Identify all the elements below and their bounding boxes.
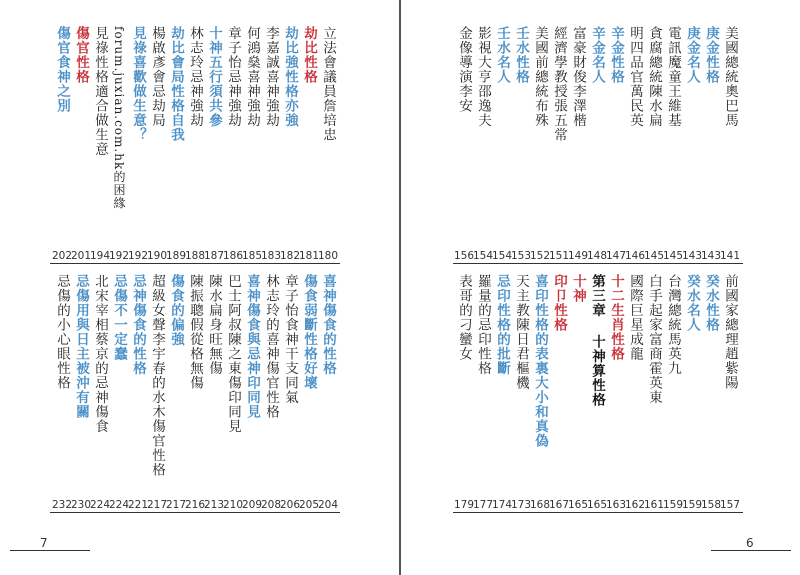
toc-bottom-page-ref: 230 <box>71 499 92 511</box>
toc-bottom-page-ref: 167 <box>549 499 570 511</box>
toc-bottom-entry: 十神 <box>570 274 586 303</box>
toc-bottom-entry: 癸水名人 <box>684 274 700 332</box>
toc-top-entry: 傷官食神之別 <box>54 26 70 113</box>
toc-top-page-ref: 149 <box>568 250 589 262</box>
toc-bottom-entry: 忌神傷食的性格 <box>130 274 146 376</box>
toc-top-entry: 美國前總統布殊 <box>532 26 548 128</box>
toc-top-page-ref: 147 <box>606 250 627 262</box>
toc-top-entry: 李嘉誠喜神強劫 <box>263 26 279 128</box>
toc-top-entry: 劫比性格 <box>301 26 317 84</box>
toc-bottom-entry: 第三章 十神算性格 <box>589 274 605 407</box>
toc-top-page-ref: 143 <box>701 250 722 262</box>
toc-bottom-page-ref: 221 <box>128 499 149 511</box>
toc-top-page-ref: 146 <box>625 250 646 262</box>
toc-bottom-page-ref: 165 <box>568 499 589 511</box>
toc-top-entry: 劫比會局性格自我 <box>168 26 184 142</box>
toc-bottom-page-ref: 224 <box>90 499 111 511</box>
right-page-number: 6 <box>746 536 754 550</box>
toc-top-entry: 立法會議員詹培忠 <box>320 26 336 142</box>
toc-bottom-page-ref: 232 <box>52 499 73 511</box>
toc-bottom-rule <box>50 512 340 513</box>
toc-bottom-entry: 陳水扁身旺無傷 <box>206 274 222 376</box>
toc-top-entry: 見祿性格適合做生意 <box>92 26 108 157</box>
toc-bottom-page-ref: 204 <box>318 499 339 511</box>
toc-top-entry: 經濟學教授張五常 <box>551 26 567 142</box>
toc-bottom-page-ref: 165 <box>587 499 608 511</box>
toc-top-page-ref: 180 <box>318 250 339 262</box>
toc-top-page-ref: 189 <box>166 250 187 262</box>
toc-bottom-page-ref: 224 <box>109 499 130 511</box>
toc-bottom-rule <box>453 512 743 513</box>
toc-bottom-page-ref: 174 <box>492 499 513 511</box>
left-page <box>0 0 399 575</box>
toc-top-entry: 壬水名人 <box>494 26 510 84</box>
toc-top-entry: forum.juxian.com.hk的困緣 <box>112 26 126 210</box>
toc-bottom-entry: 北宋宰相蔡京的忌神傷食 <box>92 274 108 434</box>
toc-top-page-ref: 145 <box>644 250 665 262</box>
toc-bottom-entry: 章子怡食神干支同氣 <box>282 274 298 405</box>
toc-bottom-page-ref: 208 <box>261 499 282 511</box>
toc-top-page-ref: 143 <box>682 250 703 262</box>
toc-bottom-entry: 印卩性格 <box>551 274 567 332</box>
toc-top-entry: 見祿喜歡做生意？ <box>130 26 146 142</box>
toc-bottom-page-ref: 209 <box>242 499 263 511</box>
toc-bottom-page-ref: 157 <box>720 499 741 511</box>
toc-bottom-entry: 林志玲的喜神傷官性格 <box>263 274 279 419</box>
toc-top-entry: 庚金性格 <box>703 26 719 84</box>
toc-top-entry: 楊啟彥會忌劫局 <box>149 26 165 128</box>
toc-top-page-ref: 181 <box>299 250 320 262</box>
toc-bottom-page-ref: 179 <box>454 499 475 511</box>
toc-bottom-page-ref: 177 <box>473 499 494 511</box>
toc-top-page-ref: 145 <box>663 250 684 262</box>
toc-bottom-entry: 忌傷不一定蠢 <box>111 274 127 361</box>
toc-bottom-page-ref: 159 <box>682 499 703 511</box>
toc-bottom-page-ref: 158 <box>701 499 722 511</box>
toc-top-entry: 壬水性格 <box>513 26 529 84</box>
toc-top-page-ref: 183 <box>261 250 282 262</box>
toc-bottom-entry: 忌傷用與日主被沖有關 <box>73 274 89 419</box>
toc-bottom-page-ref: 213 <box>204 499 225 511</box>
toc-top-entry: 影視大亨邵逸夫 <box>475 26 491 128</box>
toc-top-rule <box>453 263 743 264</box>
toc-top-entry: 劫比強性格亦強 <box>282 26 298 128</box>
toc-bottom-entry: 十二生肖性格 <box>608 274 624 361</box>
left-page-number: 7 <box>40 536 48 550</box>
toc-bottom-entry: 陳振聰假從格無傷 <box>187 274 203 390</box>
toc-top-entry: 辛金名人 <box>589 26 605 84</box>
toc-top-entry: 何鴻燊喜神強劫 <box>244 26 260 128</box>
toc-bottom-entry: 台灣總統馬英九 <box>665 274 681 376</box>
right-toc <box>401 0 800 575</box>
toc-bottom-page-ref: 168 <box>530 499 551 511</box>
toc-top-page-ref: 186 <box>223 250 244 262</box>
toc-bottom-page-ref: 216 <box>185 499 206 511</box>
toc-bottom-entry: 巴士阿叔陳之東傷印同見 <box>225 274 241 434</box>
toc-bottom-entry: 喜印性格的表裏大小和真偽 <box>532 274 548 448</box>
toc-bottom-entry: 傷食弱斷性格好壞 <box>301 274 317 390</box>
toc-bottom-entry: 癸水性格 <box>703 274 719 332</box>
toc-bottom-entry: 白手起家富商霍英東 <box>646 274 662 405</box>
toc-bottom-entry: 國際巨星成龍 <box>627 274 643 361</box>
toc-top-rule <box>50 263 340 264</box>
right-page <box>401 0 800 575</box>
toc-bottom-entry: 羅量的忌印性格 <box>475 274 491 376</box>
toc-top-page-ref: 188 <box>185 250 206 262</box>
toc-top-page-ref: 192 <box>109 250 130 262</box>
toc-bottom-entry: 喜神傷食的性格 <box>320 274 336 376</box>
toc-top-entry: 章子怡忌神強劫 <box>225 26 241 128</box>
toc-bottom-page-ref: 163 <box>606 499 627 511</box>
toc-top-page-ref: 185 <box>242 250 263 262</box>
toc-top-entry: 十神五行須共參 <box>206 26 222 128</box>
toc-top-entry: 辛金性格 <box>608 26 624 84</box>
toc-top-page-ref: 156 <box>454 250 475 262</box>
toc-bottom-entry: 前國家總理趙紫陽 <box>722 274 738 390</box>
toc-top-page-ref: 148 <box>587 250 608 262</box>
toc-bottom-entry: 超級女聲李宇春的水木傷官性格 <box>149 274 165 477</box>
toc-top-page-ref: 141 <box>720 250 741 262</box>
toc-bottom-page-ref: 162 <box>625 499 646 511</box>
toc-bottom-entry: 表哥的刁蠻女 <box>456 274 472 361</box>
toc-top-page-ref: 190 <box>147 250 168 262</box>
toc-top-entry: 電訊魔童王維基 <box>665 26 681 128</box>
toc-top-page-ref: 151 <box>549 250 570 262</box>
toc-bottom-page-ref: 205 <box>299 499 320 511</box>
toc-bottom-entry: 忌印性格的批斷 <box>494 274 510 376</box>
toc-bottom-page-ref: 161 <box>644 499 665 511</box>
left-toc <box>0 0 399 575</box>
toc-top-page-ref: 154 <box>492 250 513 262</box>
toc-top-entry: 富豪財俊李澤楷 <box>570 26 586 128</box>
toc-bottom-entry: 喜神傷食與忌神印同見 <box>244 274 260 419</box>
toc-bottom-page-ref: 217 <box>166 499 187 511</box>
toc-top-entry: 林志玲忌神強劫 <box>187 26 203 128</box>
toc-bottom-entry: 忌傷的小心眼性格 <box>54 274 70 390</box>
toc-bottom-page-ref: 173 <box>511 499 532 511</box>
toc-top-entry: 庚金名人 <box>684 26 700 84</box>
right-footer-rule <box>711 550 791 551</box>
toc-top-entry: 傷官性格 <box>73 26 89 84</box>
toc-top-page-ref: 187 <box>204 250 225 262</box>
toc-top-page-ref: 182 <box>280 250 301 262</box>
toc-bottom-page-ref: 206 <box>280 499 301 511</box>
toc-top-entry: 美國總統奧巴馬 <box>722 26 738 128</box>
toc-top-entry: 明四品官萬民英 <box>627 26 643 128</box>
toc-bottom-page-ref: 210 <box>223 499 244 511</box>
toc-bottom-entry: 天主教陳日君樞機 <box>513 274 529 390</box>
toc-top-page-ref: 153 <box>511 250 532 262</box>
toc-top-entry: 金像導演李安 <box>456 26 472 113</box>
toc-top-page-ref: 192 <box>128 250 149 262</box>
toc-top-page-ref: 202 <box>52 250 73 262</box>
toc-bottom-entry: 傷食的偏強 <box>168 274 184 347</box>
toc-top-page-ref: 201 <box>71 250 92 262</box>
toc-top-entry: 貪腐總統陳水扁 <box>646 26 662 128</box>
toc-bottom-page-ref: 217 <box>147 499 168 511</box>
toc-top-page-ref: 194 <box>90 250 111 262</box>
toc-top-page-ref: 152 <box>530 250 551 262</box>
left-footer-rule <box>10 550 90 551</box>
toc-bottom-page-ref: 159 <box>663 499 684 511</box>
toc-top-page-ref: 154 <box>473 250 494 262</box>
